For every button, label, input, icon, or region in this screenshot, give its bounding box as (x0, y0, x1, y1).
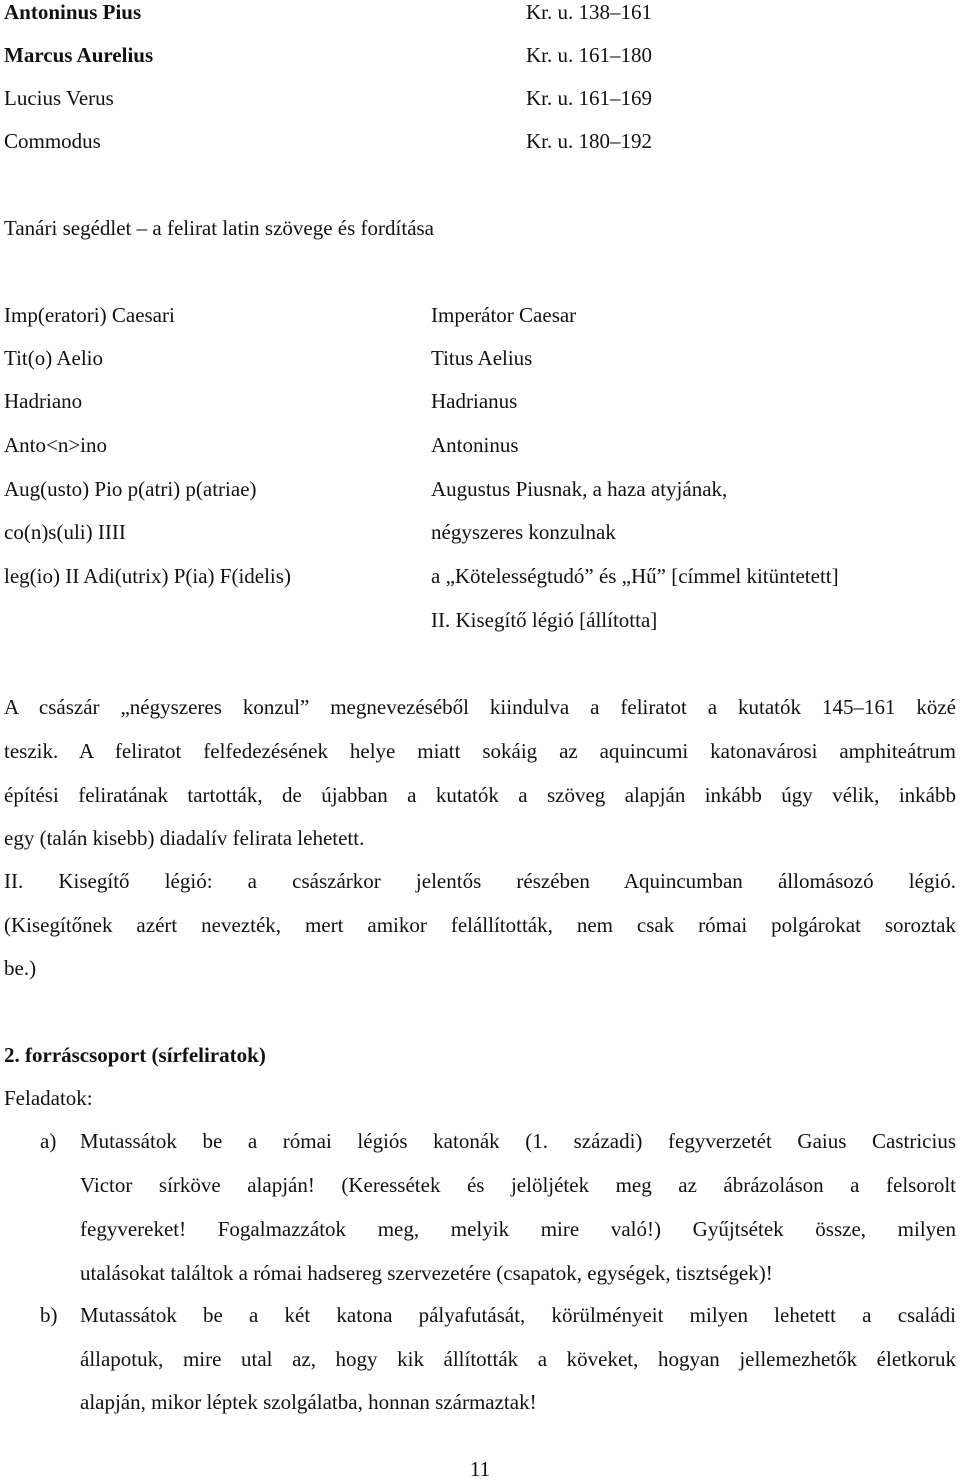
latin-line: Aug(usto) Pio p(atri) p(atriae) (4, 477, 257, 501)
translation-line: Imperátor Caesar (431, 303, 577, 327)
paragraph-line: egy (talán kisebb) diadalív felirata lehetett. (4, 826, 365, 850)
paragraph-line: be.) (4, 956, 37, 980)
paragraph-line: építési feliratának tartották, de újabban a kutatók a szöveg alapján inkább úgy vélik, inkább (4, 783, 956, 807)
task-line: Victor sírköve alapján! (Keressétek és jelöljétek meg az ábrázoláson a felsorolt (80, 1173, 956, 1197)
emperor-name: Lucius Verus (4, 86, 114, 110)
latin-line: Imp(eratori) Caesari (4, 303, 175, 327)
task-line: Mutassátok be a római légiós katonák (1. századi) fegyverzetét Gaius Castricius (80, 1129, 956, 1153)
translation-line: II. Kisegítő légió [állította] (431, 608, 658, 632)
emperor-dates: Kr. u. 161–169 (526, 86, 652, 110)
latin-line: Hadriano (4, 389, 83, 413)
latin-line: leg(io) II Adi(utrix) P(ia) F(idelis) (4, 564, 291, 588)
paragraph-line: II. Kisegítő légió: a császárkor jelentős részében Aquincumban állomásozó légió. (4, 869, 956, 893)
translation-line: a „Kötelességtudó” és „Hű” [címmel kitüntetett] (431, 564, 839, 588)
translation-line: Augustus Piusnak, a haza atyjának, (431, 477, 728, 501)
emperor-dates: Kr. u. 180–192 (526, 129, 652, 153)
task-line: utalásokat találtok a római hadsereg szervezetére (csapatok, egységek, tisztségek)! (80, 1261, 773, 1285)
paragraph-line: (Kisegítőnek azért nevezték, mert amikor felállították, nem csak római polgárokat soroztak (4, 913, 956, 937)
latin-line: co(n)s(uli) IIII (4, 520, 126, 544)
tasks-label: Feladatok: (4, 1086, 93, 1110)
section-heading: Tanári segédlet – a felirat latin szövege és fordítása (4, 216, 435, 240)
task-label-a: a) (40, 1129, 57, 1153)
emperor-dates: Kr. u. 161–180 (526, 43, 652, 67)
emperor-dates: Kr. u. 138–161 (526, 0, 652, 24)
latin-line: Tit(o) Aelio (4, 346, 103, 370)
source-group-heading: 2. forráscsoport (sírfeliratok) (4, 1043, 266, 1067)
emperor-name: Commodus (4, 129, 101, 153)
translation-line: négyszeres konzulnak (431, 520, 616, 544)
paragraph-line: A császár „négyszeres konzul” megnevezéséből kiindulva a feliratot a kutatók 145–161 közé (4, 695, 956, 719)
task-line: állapotuk, mire utal az, hogy kik állították a köveket, hogyan jellemezhetők életkoruk (80, 1347, 956, 1371)
translation-line: Titus Aelius (431, 346, 533, 370)
latin-line: Anto<n>ino (4, 433, 108, 457)
paragraph-line: teszik. A feliratot felfedezésének helye miatt sokáig az aquincumi katonavárosi amphiteátrum (4, 739, 956, 763)
task-line: alapján, mikor léptek szolgálatba, honnan származtak! (80, 1390, 537, 1414)
task-line: fegyvereket! Fogalmazzátok meg, melyik mire való!) Gyűjtsétek össze, milyen (80, 1217, 956, 1241)
task-line: Mutassátok be a két katona pályafutását, körülményeit milyen lehetett a családi (80, 1303, 956, 1327)
emperor-name: Antoninus Pius (4, 0, 142, 24)
translation-line: Antoninus (431, 433, 519, 457)
task-label-b: b) (40, 1303, 58, 1327)
translation-line: Hadrianus (431, 389, 518, 413)
page-number: 11 (469, 1457, 491, 1481)
emperor-name: Marcus Aurelius (4, 43, 154, 67)
